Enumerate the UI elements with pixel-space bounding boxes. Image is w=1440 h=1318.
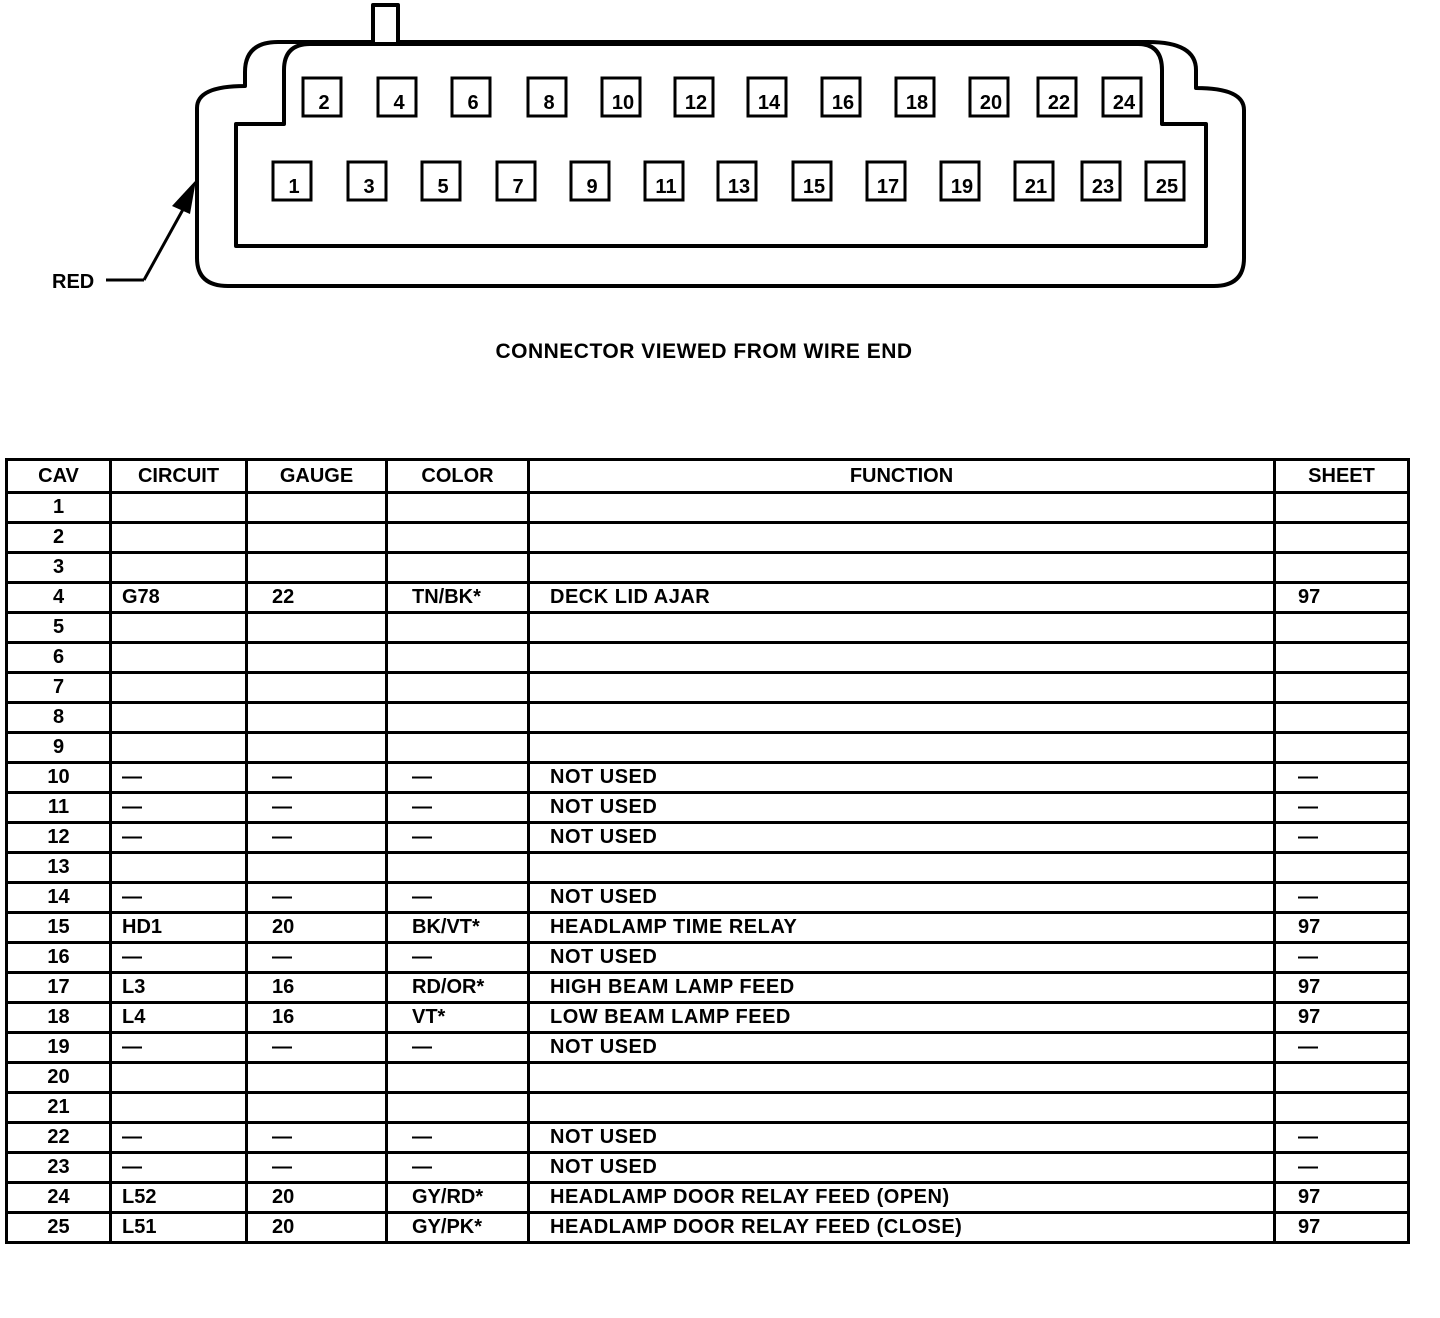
cell-cav: 2: [7, 523, 111, 553]
connector-housing: [197, 5, 1244, 286]
pin-cavity: [675, 78, 713, 116]
cell-color: —: [387, 943, 529, 973]
cell-cav: 18: [7, 1003, 111, 1033]
cell-gauge: 22: [247, 583, 387, 613]
cell-sheet: 97: [1275, 1183, 1409, 1213]
pin-number: 7: [512, 176, 524, 198]
pins-bottom-row: [273, 162, 1184, 200]
cell-gauge: 20: [247, 913, 387, 943]
table-row: [7, 973, 1409, 1003]
table-row: [7, 673, 1409, 703]
cell-color: —: [387, 793, 529, 823]
cell-color: [387, 733, 529, 763]
cell-cav: 25: [7, 1213, 111, 1243]
table-row: [7, 553, 1409, 583]
cell-cav: 15: [7, 913, 111, 943]
cell-sheet: 97: [1275, 1213, 1409, 1243]
pin-number: 25: [1155, 176, 1179, 198]
cell-function: NOT USED: [529, 823, 1275, 853]
cell-color: —: [387, 823, 529, 853]
pin-number: 15: [802, 176, 826, 198]
table-row: [7, 1153, 1409, 1183]
cell-color: GY/PK*: [387, 1213, 529, 1243]
cell-sheet: [1275, 853, 1409, 883]
table-row: [7, 1213, 1409, 1243]
cell-color: [387, 553, 529, 583]
cell-gauge: 20: [247, 1213, 387, 1243]
cell-gauge: —: [247, 1153, 387, 1183]
cell-sheet: [1275, 703, 1409, 733]
cell-gauge: —: [247, 793, 387, 823]
cell-cav: 4: [7, 583, 111, 613]
cell-function: DECK LID AJAR: [529, 583, 1275, 613]
cell-circuit: [111, 703, 247, 733]
connector-diagram: [0, 0, 1440, 330]
cell-circuit: —: [111, 883, 247, 913]
cell-color: [387, 673, 529, 703]
cell-circuit: [111, 673, 247, 703]
cell-sheet: —: [1275, 943, 1409, 973]
cell-color: [387, 613, 529, 643]
table-row: [7, 853, 1409, 883]
cell-function: [529, 1093, 1275, 1123]
cell-function: NOT USED: [529, 1153, 1275, 1183]
cell-gauge: 20: [247, 1183, 387, 1213]
cell-function: [529, 1063, 1275, 1093]
table-row: [7, 1183, 1409, 1213]
pin-cavity: [1038, 78, 1076, 116]
cell-function: [529, 703, 1275, 733]
cell-cav: 8: [7, 703, 111, 733]
cell-color: [387, 643, 529, 673]
cell-sheet: —: [1275, 793, 1409, 823]
cell-sheet: [1275, 673, 1409, 703]
cell-cav: 6: [7, 643, 111, 673]
cell-gauge: —: [247, 943, 387, 973]
pin-cavity: [793, 162, 831, 200]
table-row: [7, 883, 1409, 913]
cell-circuit: L4: [111, 1003, 247, 1033]
cell-function: NOT USED: [529, 1033, 1275, 1063]
cell-sheet: [1275, 523, 1409, 553]
cell-cav: 9: [7, 733, 111, 763]
pin-cavity: [1146, 162, 1184, 200]
header-color: COLOR: [387, 460, 529, 493]
cell-function: NOT USED: [529, 943, 1275, 973]
cell-function: NOT USED: [529, 1123, 1275, 1153]
cell-color: RD/OR*: [387, 973, 529, 1003]
connector-inner-outline: [236, 44, 1206, 246]
cell-circuit: [111, 733, 247, 763]
cell-cav: 14: [7, 883, 111, 913]
cell-circuit: HD1: [111, 913, 247, 943]
cell-cav: 24: [7, 1183, 111, 1213]
cell-color: [387, 1093, 529, 1123]
cell-gauge: [247, 493, 387, 523]
cell-function: NOT USED: [529, 763, 1275, 793]
cell-sheet: 97: [1275, 973, 1409, 1003]
pin-number: 19: [950, 176, 974, 198]
cell-gauge: [247, 643, 387, 673]
cell-gauge: [247, 523, 387, 553]
cell-circuit: [111, 493, 247, 523]
cell-circuit: [111, 1063, 247, 1093]
cell-color: GY/RD*: [387, 1183, 529, 1213]
cell-circuit: —: [111, 763, 247, 793]
pin-cavity: [602, 78, 640, 116]
wire-pointer-line-diagonal: [144, 204, 186, 280]
table-row: [7, 793, 1409, 823]
cell-gauge: [247, 703, 387, 733]
table-row: [7, 763, 1409, 793]
table-row: [7, 943, 1409, 973]
pin-number: 4: [393, 92, 405, 114]
cell-gauge: —: [247, 883, 387, 913]
cell-cav: 12: [7, 823, 111, 853]
cell-circuit: —: [111, 943, 247, 973]
cell-cav: 3: [7, 553, 111, 583]
pin-cavity: [896, 78, 934, 116]
cell-color: —: [387, 883, 529, 913]
cell-function: NOT USED: [529, 793, 1275, 823]
cell-circuit: [111, 613, 247, 643]
cell-gauge: [247, 1063, 387, 1093]
table-row: [7, 1063, 1409, 1093]
cell-gauge: —: [247, 763, 387, 793]
cell-sheet: [1275, 613, 1409, 643]
header-gauge: GAUGE: [247, 460, 387, 493]
cell-circuit: L3: [111, 973, 247, 1003]
table-row: [7, 703, 1409, 733]
cell-color: —: [387, 1153, 529, 1183]
wire-color-label: RED: [52, 271, 95, 293]
cell-sheet: [1275, 1093, 1409, 1123]
cell-gauge: [247, 613, 387, 643]
table-row: [7, 733, 1409, 763]
pin-cavity: [497, 162, 535, 200]
pin-cavity: [822, 78, 860, 116]
cell-gauge: —: [247, 1033, 387, 1063]
cell-sheet: —: [1275, 763, 1409, 793]
pin-cavity: [422, 162, 460, 200]
pin-number: 14: [757, 92, 781, 114]
cell-circuit: [111, 553, 247, 583]
cell-circuit: [111, 643, 247, 673]
pin-cavity: [1103, 78, 1141, 116]
pin-number: 12: [684, 92, 708, 114]
pin-cavity: [941, 162, 979, 200]
cell-cav: 22: [7, 1123, 111, 1153]
arrowhead-icon: [172, 180, 196, 214]
pin-number: 1: [288, 176, 300, 198]
table-row: [7, 1003, 1409, 1033]
table-header-row: [7, 460, 1409, 493]
table-row: [7, 913, 1409, 943]
cell-circuit: —: [111, 1153, 247, 1183]
cell-gauge: [247, 1093, 387, 1123]
cell-function: [529, 853, 1275, 883]
pin-cavity: [867, 162, 905, 200]
cell-function: [529, 613, 1275, 643]
cell-function: HEADLAMP TIME RELAY: [529, 913, 1275, 943]
table-row: [7, 823, 1409, 853]
pin-number: 6: [467, 92, 479, 114]
pin-number: 17: [876, 176, 900, 198]
cell-function: HEADLAMP DOOR RELAY FEED (CLOSE): [529, 1213, 1275, 1243]
cell-circuit: [111, 853, 247, 883]
cell-gauge: 16: [247, 1003, 387, 1033]
cell-sheet: —: [1275, 883, 1409, 913]
pin-number: 5: [437, 176, 449, 198]
cell-sheet: —: [1275, 1123, 1409, 1153]
header-function: FUNCTION: [529, 460, 1275, 493]
pin-number: 24: [1112, 92, 1136, 114]
cell-cav: 20: [7, 1063, 111, 1093]
cell-circuit: [111, 523, 247, 553]
cell-sheet: 97: [1275, 583, 1409, 613]
table-row: [7, 643, 1409, 673]
cell-cav: 10: [7, 763, 111, 793]
cell-cav: 11: [7, 793, 111, 823]
cell-sheet: [1275, 1063, 1409, 1093]
cell-color: —: [387, 1123, 529, 1153]
cell-color: [387, 1063, 529, 1093]
diagram-caption: CONNECTOR VIEWED FROM WIRE END: [495, 340, 913, 363]
table-row: [7, 1033, 1409, 1063]
cell-function: NOT USED: [529, 883, 1275, 913]
cell-color: —: [387, 1033, 529, 1063]
table-row: [7, 493, 1409, 523]
cell-gauge: [247, 673, 387, 703]
cell-gauge: —: [247, 823, 387, 853]
pin-cavity: [452, 78, 490, 116]
cell-circuit: —: [111, 823, 247, 853]
pin-cavity: [1015, 162, 1053, 200]
cell-gauge: [247, 733, 387, 763]
table-body: [7, 493, 1409, 1243]
cell-gauge: 16: [247, 973, 387, 1003]
cell-cav: 5: [7, 613, 111, 643]
pin-cavity: [378, 78, 416, 116]
pin-cavity: [645, 162, 683, 200]
cell-function: [529, 553, 1275, 583]
pin-number: 22: [1047, 92, 1071, 114]
cell-function: [529, 733, 1275, 763]
cell-sheet: [1275, 643, 1409, 673]
cell-circuit: L51: [111, 1213, 247, 1243]
cell-cav: 17: [7, 973, 111, 1003]
pin-number: 16: [831, 92, 855, 114]
cell-color: BK/VT*: [387, 913, 529, 943]
pinout-table: [5, 458, 1410, 1244]
cell-color: [387, 523, 529, 553]
cell-circuit: —: [111, 1123, 247, 1153]
cell-gauge: [247, 853, 387, 883]
cell-circuit: —: [111, 793, 247, 823]
pin-number: 18: [905, 92, 929, 114]
table-row: [7, 613, 1409, 643]
cell-cav: 1: [7, 493, 111, 523]
pin-cavity: [348, 162, 386, 200]
cell-color: TN/BK*: [387, 583, 529, 613]
cell-function: [529, 673, 1275, 703]
pin-number: 21: [1024, 176, 1048, 198]
cell-color: —: [387, 763, 529, 793]
cell-sheet: [1275, 733, 1409, 763]
cell-circuit: L52: [111, 1183, 247, 1213]
cell-cav: 16: [7, 943, 111, 973]
cell-cav: 19: [7, 1033, 111, 1063]
pin-cavity: [571, 162, 609, 200]
cell-sheet: [1275, 493, 1409, 523]
cell-function: [529, 523, 1275, 553]
pin-cavity: [1082, 162, 1120, 200]
cell-sheet: —: [1275, 1153, 1409, 1183]
pin-number: 10: [611, 92, 635, 114]
pins-top-row: [303, 78, 1141, 116]
cell-sheet: [1275, 553, 1409, 583]
cell-sheet: —: [1275, 823, 1409, 853]
cell-function: HIGH BEAM LAMP FEED: [529, 973, 1275, 1003]
cell-gauge: [247, 553, 387, 583]
pin-number: 13: [727, 176, 751, 198]
header-sheet: SHEET: [1275, 460, 1409, 493]
pin-cavity: [970, 78, 1008, 116]
pin-cavity: [273, 162, 311, 200]
pin-number: 20: [979, 92, 1003, 114]
cell-color: [387, 853, 529, 883]
cell-function: [529, 643, 1275, 673]
pin-number: 3: [363, 176, 375, 198]
pin-cavity: [303, 78, 341, 116]
pin-number: 9: [586, 176, 598, 198]
pin-number: 23: [1091, 176, 1115, 198]
cell-sheet: —: [1275, 1033, 1409, 1063]
header-cav: CAV: [7, 460, 111, 493]
cell-cav: 13: [7, 853, 111, 883]
cell-function: [529, 493, 1275, 523]
cell-circuit: [111, 1093, 247, 1123]
cell-gauge: —: [247, 1123, 387, 1153]
pin-cavity: [748, 78, 786, 116]
cell-sheet: 97: [1275, 913, 1409, 943]
cell-cav: 23: [7, 1153, 111, 1183]
table-row: [7, 583, 1409, 613]
cell-cav: 21: [7, 1093, 111, 1123]
cell-circuit: G78: [111, 583, 247, 613]
cell-color: VT*: [387, 1003, 529, 1033]
cell-sheet: 97: [1275, 1003, 1409, 1033]
cell-cav: 7: [7, 673, 111, 703]
table-row: [7, 523, 1409, 553]
pin-number: 8: [543, 92, 555, 114]
cell-function: LOW BEAM LAMP FEED: [529, 1003, 1275, 1033]
table-row: [7, 1093, 1409, 1123]
cell-color: [387, 493, 529, 523]
pin-number: 11: [655, 176, 677, 198]
table-row: [7, 1123, 1409, 1153]
header-circuit: CIRCUIT: [111, 460, 247, 493]
cell-circuit: —: [111, 1033, 247, 1063]
pin-cavity: [528, 78, 566, 116]
cell-function: HEADLAMP DOOR RELAY FEED (OPEN): [529, 1183, 1275, 1213]
pin-number: 2: [318, 92, 330, 114]
cell-color: [387, 703, 529, 733]
pin-cavity: [718, 162, 756, 200]
